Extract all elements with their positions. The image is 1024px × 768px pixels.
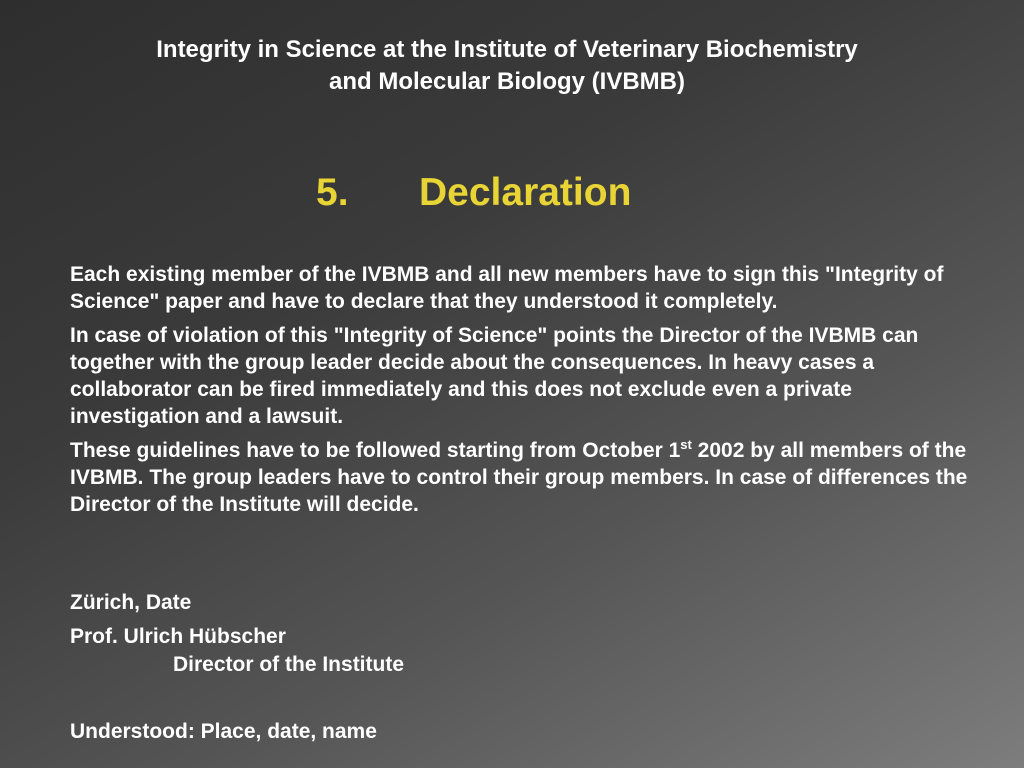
place-date-line: Zürich, Date bbox=[70, 591, 192, 614]
declaration-body bbox=[70, 261, 986, 525]
slide-header bbox=[0, 34, 1014, 98]
guidelines-text-start: These guidelines have to be followed starting from October 1 bbox=[70, 439, 681, 462]
paragraph-guidelines bbox=[70, 437, 986, 518]
guidelines-text-end: 2002 by all members of the IVBMB. The group leaders have to control their group members. In case of differences the Director of the Institute will decide. bbox=[70, 439, 968, 516]
section-title bbox=[316, 168, 631, 218]
paragraph-signing: Each existing member of the IVBMB and all new members have to sign this "Integrity of Science" paper and have to declare that they understood it completely. bbox=[70, 263, 944, 313]
paragraph-violation: In case of violation of this "Integrity of Science" points the Director of the IVBMB can together with the group leader decide about the consequences. In heavy cases a collaborator can be fired immediately and this does not exclude even a private investigation and a lawsuit. bbox=[70, 324, 919, 428]
header-line-2: and Molecular Biology (IVBMB) bbox=[328, 68, 685, 95]
signatory-role: Director of the Institute bbox=[173, 653, 405, 676]
header-line-1: Integrity in Science at the Institute of Veterinary Biochemistry bbox=[156, 36, 858, 63]
section-title-text: Declaration bbox=[419, 171, 632, 214]
section-number: 5. bbox=[316, 171, 349, 214]
understood-line: Understood: Place, date, name bbox=[70, 720, 377, 743]
signatory-name: Prof. Ulrich Hübscher bbox=[70, 625, 286, 648]
ordinal-suffix: st bbox=[680, 437, 692, 452]
